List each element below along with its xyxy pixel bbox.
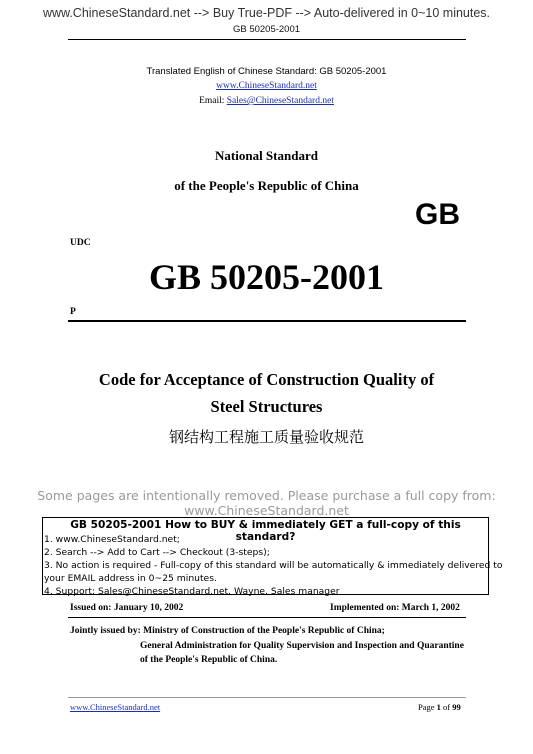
dates-rule bbox=[68, 617, 466, 618]
page-current: 1 bbox=[436, 702, 441, 712]
footer-url-link[interactable]: www.ChineseStandard.net bbox=[70, 702, 161, 712]
page-total: 99 bbox=[452, 702, 461, 712]
email-link[interactable]: Sales@ChineseStandard.net bbox=[226, 96, 334, 106]
buy-step-4: 4. Support: Sales@ChineseStandard.net. Wayne, Sales manager bbox=[44, 586, 340, 597]
header-standard-code: GB 50205-2001 bbox=[232, 24, 301, 35]
removed-notice-url[interactable]: www.ChineseStandard.net bbox=[184, 503, 349, 518]
page-prefix: Page bbox=[418, 702, 437, 712]
buy-step-3-cont: your EMAIL address in 0~25 minutes. bbox=[44, 573, 217, 584]
page-number bbox=[418, 702, 461, 712]
title-chinese: 钢结构工程施工质量验收规范 bbox=[168, 428, 364, 446]
translation-email bbox=[0, 96, 533, 106]
buy-step-1[interactable]: 1. www.ChineseStandard.net; bbox=[44, 534, 180, 545]
translation-url-link[interactable]: www.ChineseStandard.net bbox=[216, 81, 317, 91]
p-label: P bbox=[70, 307, 76, 317]
page-of: of bbox=[440, 702, 453, 712]
header-rule bbox=[68, 39, 466, 40]
title-line-2: Steel Structures bbox=[210, 397, 323, 416]
issuer-line-1: Jointly issued by: Ministry of Construction of the People's Republic of China; bbox=[70, 626, 385, 636]
footer-rule bbox=[68, 697, 466, 698]
national-standard-heading: National Standard bbox=[215, 148, 318, 163]
prc-heading: of the People's Republic of China bbox=[174, 178, 359, 193]
buy-step-3: 3. No action is required - Full-copy of this standard will be automatically & immediately delivered to bbox=[44, 560, 503, 571]
removed-notice: Some pages are intentionally removed. Please purchase a full copy from: bbox=[37, 488, 496, 503]
title-line-1: Code for Acceptance of Construction Quality of bbox=[98, 370, 435, 389]
translation-note: Translated English of Chinese Standard: GB 50205-2001 bbox=[146, 66, 387, 77]
email-label: Email: bbox=[199, 96, 227, 106]
standard-number: GB 50205-2001 bbox=[148, 257, 384, 297]
issuer-line-3: of the People's Republic of China. bbox=[140, 655, 278, 665]
buy-step-2: 2. Search --> Add to Cart --> Checkout (3-steps); bbox=[44, 547, 270, 558]
issuer-line-2: General Administration for Quality Supervision and Inspection and Quarantine bbox=[140, 641, 464, 651]
translation-url bbox=[0, 81, 533, 91]
issued-date: Issued on: January 10, 2002 bbox=[70, 603, 184, 613]
gb-mark: GB bbox=[415, 198, 460, 231]
header-banner[interactable]: www.ChineseStandard.net --> Buy True-PDF --> Auto-delivered in 0~10 minutes. bbox=[42, 6, 491, 20]
title-rule bbox=[68, 320, 466, 322]
buy-box-title: GB 50205-2001 How to BUY & immediately GET a full-copy of this standard? bbox=[70, 519, 461, 543]
implemented-date: Implemented on: March 1, 2002 bbox=[330, 603, 460, 613]
footer-url bbox=[70, 702, 160, 712]
udc-label: UDC bbox=[70, 238, 91, 248]
